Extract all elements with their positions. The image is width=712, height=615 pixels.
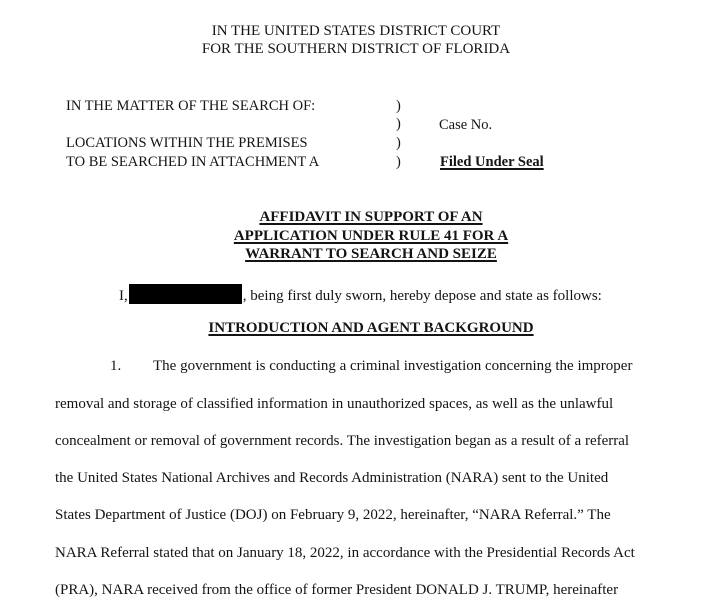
title-line1: AFFIDAVIT IN SUPPORT OF AN — [259, 209, 483, 225]
title-line3: WARRANT TO SEARCH AND SEIZE — [245, 246, 497, 262]
caption-paren: ) — [396, 116, 401, 132]
caption-locations-line1: LOCATIONS WITHIN THE PREMISES — [66, 135, 308, 151]
section-heading: INTRODUCTION AND AGENT BACKGROUND — [208, 320, 534, 336]
caption-paren: ) — [396, 98, 401, 114]
paragraph-line: removal and storage of classified information in unauthorized spaces, as well as the unlawful — [55, 396, 614, 412]
case-number-label: Case No. — [439, 117, 493, 133]
court-name-line1: IN THE UNITED STATES DISTRICT COURT — [211, 23, 501, 39]
court-name-line2: FOR THE SOUTHERN DISTRICT OF FLORIDA — [201, 41, 511, 57]
caption-paren: ) — [396, 135, 401, 151]
caption-paren: ) — [396, 154, 401, 170]
filed-under-seal: Filed Under Seal — [440, 154, 544, 170]
paragraph-line: (PRA), NARA received from the office of former President DONALD J. TRUMP, hereinafter — [55, 582, 619, 598]
paragraph-line: NARA Referral stated that on January 18, 2022, in accordance with the Presidential Records Act — [55, 545, 635, 561]
paragraph-line: concealment or removal of government records. The investigation began as a result of a referral — [55, 433, 630, 449]
title-line2: APPLICATION UNDER RULE 41 FOR A — [233, 228, 509, 244]
paragraph-line: States Department of Justice (DOJ) on February 9, 2022, hereinafter, “NARA Referral.” The — [55, 507, 611, 523]
paragraph-line: The government is conducting a criminal investigation concerning the improper — [153, 358, 633, 374]
redaction-box — [129, 284, 242, 304]
caption-matter: IN THE MATTER OF THE SEARCH OF: — [66, 98, 316, 114]
oath-suffix: , being first duly sworn, hereby depose and state as follows: — [242, 288, 602, 304]
oath-prefix: I, — [119, 288, 128, 304]
caption-locations-line2: TO BE SEARCHED IN ATTACHMENT A — [66, 154, 320, 170]
paragraph-line: the United States National Archives and Records Administration (NARA) sent to the United — [55, 470, 609, 486]
oath-line — [119, 284, 602, 305]
paragraph-number: 1. — [110, 358, 122, 374]
